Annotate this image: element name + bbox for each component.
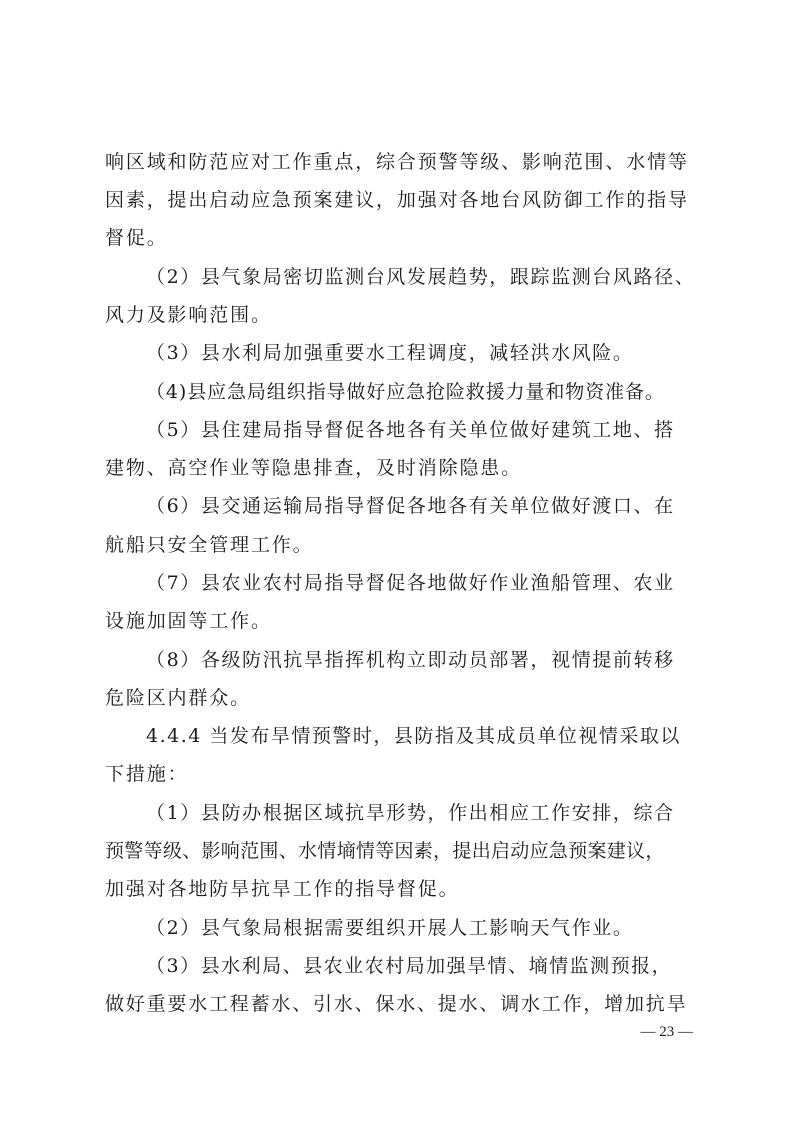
text-line: （5）县住建局指导督促各地各有关单位做好建筑工地、搭 [146, 419, 675, 441]
text-line: 风力及影响范围。 [105, 304, 272, 326]
page-number: — 23 — [640, 1024, 693, 1040]
text-line: 下措施： [105, 763, 189, 785]
text-line: 预警等级、影响范围、水情墒情等因素，提出启动应急预案建议， [105, 840, 665, 862]
text-line: （7）县农业农村局指导督促各地做好作业渔船管理、农业 [146, 572, 675, 594]
text-line: （2）县气象局根据需要组织开展人工影响天气作业。 [146, 917, 634, 939]
text-line: 设施加固等工作。 [105, 610, 272, 632]
section-heading-line: 4.4.4 当发布旱情预警时，县防指及其成员单位视情采取以 [146, 725, 681, 747]
text-line: （1）县防办根据区域抗旱形势，作出相应工作安排，综合 [146, 802, 675, 824]
text-line: 响区域和防范应对工作重点，综合预警等级、影响范围、水情等 [105, 151, 689, 173]
text-line: 危险区内群众。 [105, 687, 251, 709]
text-line: （3）县水利局加强重要水工程调度，减轻洪水风险。 [146, 342, 634, 364]
text-line: （2）县气象局密切监测台风发展趋势，跟踪监测台风路径、 [146, 266, 696, 288]
text-line: 因素，提出启动应急预案建议，加强对各地台风防御工作的指导 [105, 189, 689, 211]
text-line: （6）县交通运输局指导督促各地各有关单位做好渡口、在 [146, 495, 675, 517]
text-line: （8）各级防汛抗旱指挥机构立即动员部署，视情提前转移 [146, 649, 675, 671]
text-line: 航船只安全管理工作。 [105, 534, 314, 556]
text-line: 督促。 [105, 227, 168, 249]
text-line: （4)县应急局组织指导做好应急抢险救援力量和物资准备。 [146, 381, 665, 403]
text-line: （3）县水利局、县农业农村局加强旱情、墒情监测预报， [146, 955, 673, 977]
text-line: 做好重要水工程蓄水、引水、保水、提水、调水工作，增加抗旱 [105, 993, 688, 1015]
text-line: 建物、高空作业等隐患排查，及时消除隐患。 [105, 457, 523, 479]
text-line: 加强对各地防旱抗旱工作的指导督促。 [105, 878, 460, 900]
